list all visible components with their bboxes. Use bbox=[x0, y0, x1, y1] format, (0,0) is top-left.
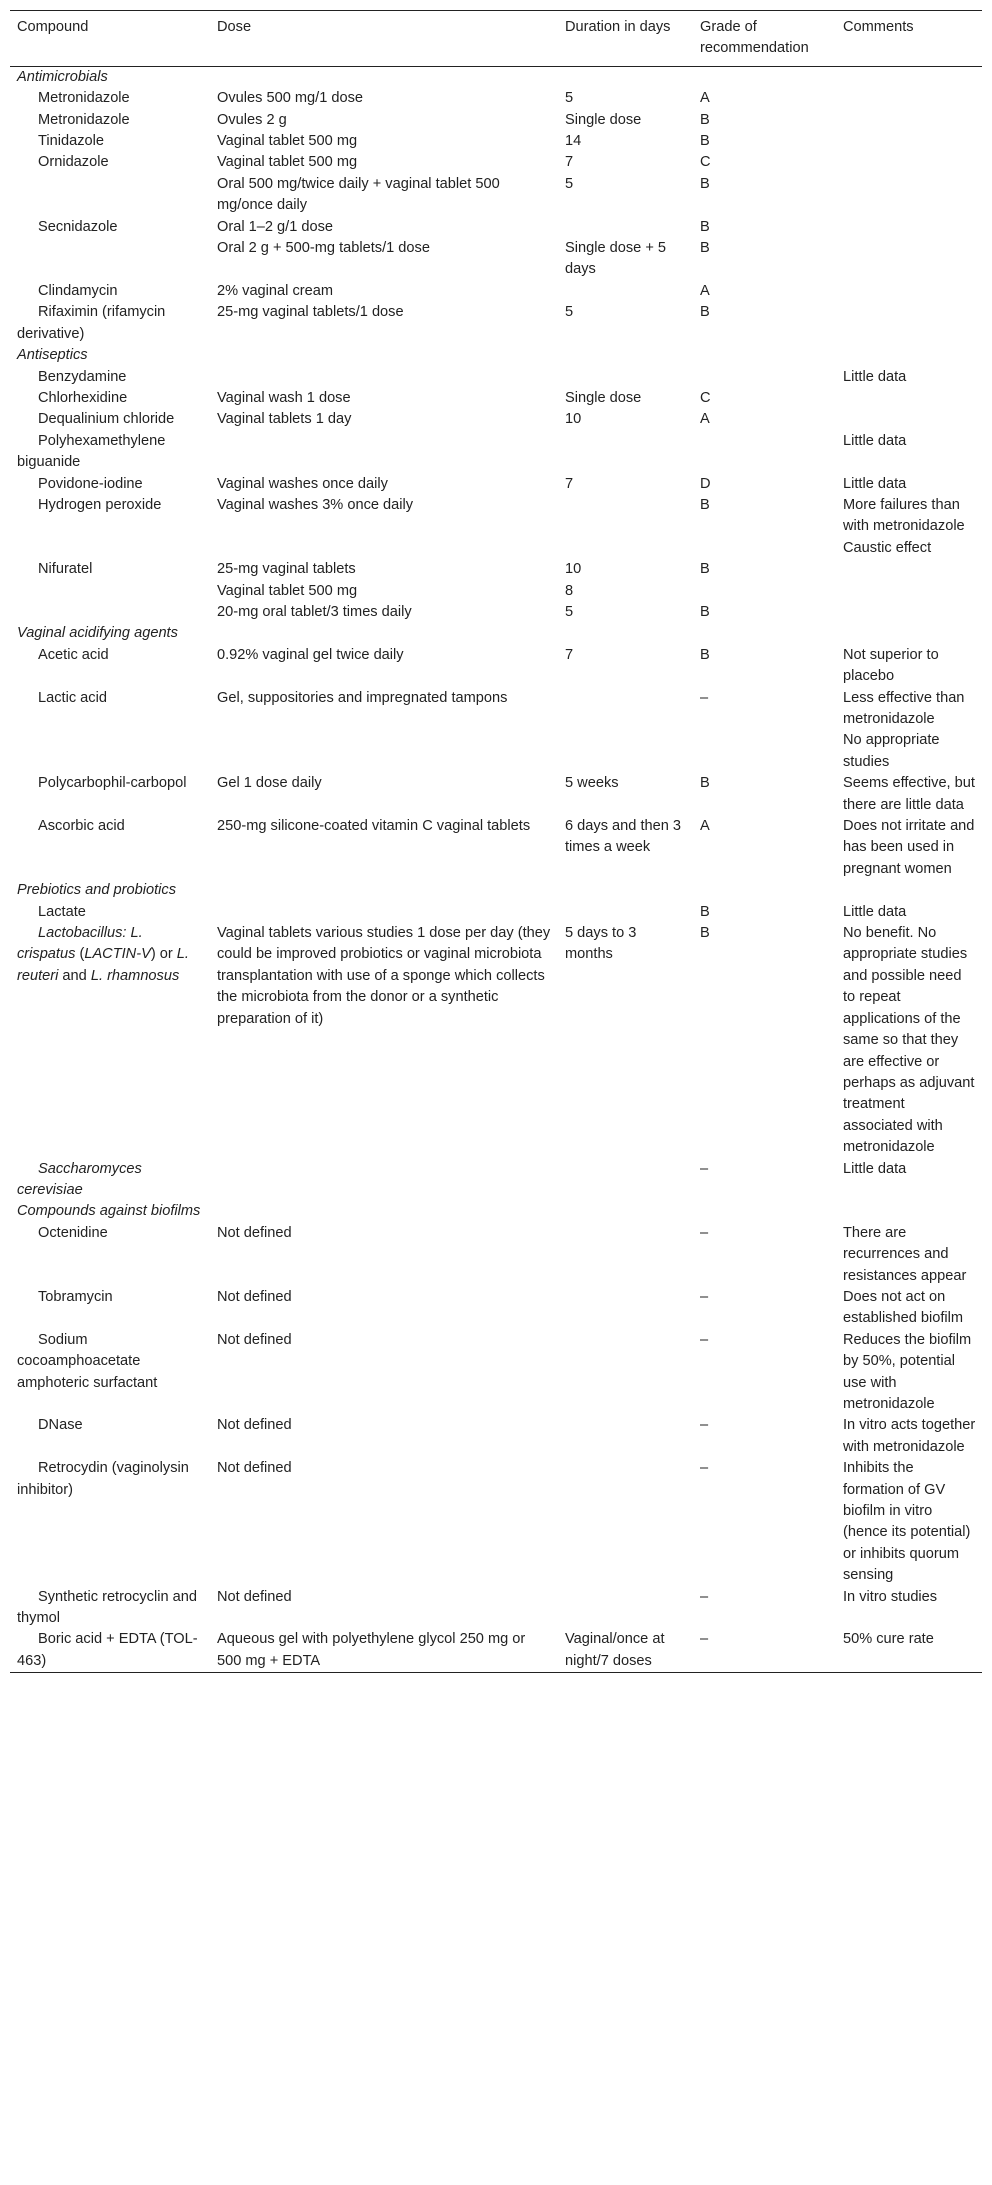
cell-dose: Not defined bbox=[217, 1417, 292, 1434]
compound-text: Boric acid + EDTA (TOL-463) bbox=[17, 1631, 198, 1669]
cell-compound bbox=[10, 538, 210, 559]
header-compound: Compound bbox=[10, 11, 210, 67]
compound-text: Povidone-iodine bbox=[38, 475, 143, 492]
cell-comments: Little data bbox=[843, 432, 907, 449]
cell-duration bbox=[558, 1458, 693, 1586]
section-title: Prebiotics and probiotics bbox=[17, 882, 176, 899]
section-row bbox=[10, 1201, 982, 1222]
cell-grade: B bbox=[700, 240, 710, 257]
cell-duration: 7 bbox=[565, 646, 574, 663]
cell-comments: Seems effective, but there are little data bbox=[843, 775, 975, 813]
cell-duration bbox=[558, 1330, 693, 1416]
cell-comments: Less effective than metronidazole bbox=[843, 689, 965, 727]
cell-compound bbox=[10, 1415, 210, 1458]
cell-duration bbox=[558, 1159, 693, 1202]
cell-dose: Ovules 500 mg/1 dose bbox=[217, 90, 364, 107]
cell-compound bbox=[10, 302, 210, 345]
cell-comments bbox=[836, 131, 982, 152]
cell-compound bbox=[10, 131, 210, 152]
compound-text: Ornidazole bbox=[38, 154, 109, 171]
cell-duration: Single dose bbox=[565, 111, 642, 128]
cell-grade: B bbox=[700, 496, 710, 513]
cell-compound bbox=[10, 281, 210, 302]
cell-dose: Not defined bbox=[217, 1331, 292, 1348]
cell-duration: 10 bbox=[565, 411, 582, 428]
table-row bbox=[10, 431, 982, 474]
cell-grade: B bbox=[700, 603, 710, 620]
table-row bbox=[10, 1458, 982, 1586]
table-row bbox=[10, 88, 982, 109]
cell-dose bbox=[210, 431, 558, 474]
compound-text: Synthetic retrocyclin and thymol bbox=[17, 1588, 197, 1627]
cell-dose: 25-mg vaginal tablets bbox=[217, 561, 356, 578]
table-row bbox=[10, 495, 982, 538]
cell-duration bbox=[558, 730, 693, 773]
table-row bbox=[10, 688, 982, 731]
cell-dose: 25-mg vaginal tablets/1 dose bbox=[217, 304, 404, 321]
cell-compound bbox=[10, 217, 210, 238]
cell-duration: 5 bbox=[565, 175, 574, 192]
cell-compound bbox=[10, 110, 210, 131]
table-row bbox=[10, 1330, 982, 1416]
table-container bbox=[10, 10, 982, 1673]
cell-dose bbox=[210, 902, 558, 923]
cell-grade bbox=[693, 581, 836, 602]
cell-comments bbox=[836, 152, 982, 173]
cell-grade bbox=[693, 431, 836, 474]
compound-text-part: L. reuteri bbox=[17, 946, 189, 984]
cell-duration: 7 bbox=[565, 475, 574, 492]
cell-dose: Vaginal washes 3% once daily bbox=[217, 496, 414, 513]
cell-grade: – bbox=[700, 1160, 709, 1177]
cell-dose: 20-mg oral tablet/3 times daily bbox=[217, 603, 412, 620]
cell-duration bbox=[558, 902, 693, 923]
cell-grade: C bbox=[700, 389, 711, 406]
cell-compound bbox=[10, 559, 210, 580]
table-row bbox=[10, 110, 982, 131]
cell-compound bbox=[10, 474, 210, 495]
cell-grade bbox=[693, 730, 836, 773]
header-comments: Comments bbox=[836, 11, 982, 67]
cell-compound bbox=[10, 1223, 210, 1287]
cell-duration: Single dose + 5 days bbox=[565, 240, 667, 278]
cell-duration bbox=[558, 1587, 693, 1630]
cell-compound bbox=[10, 1159, 210, 1202]
compound-text: Metronidazole bbox=[38, 90, 130, 107]
cell-compound bbox=[10, 816, 210, 880]
compound-text: Rifaximin (rifamycin derivative) bbox=[17, 304, 166, 342]
cell-compound bbox=[10, 152, 210, 173]
cell-comments bbox=[836, 110, 982, 131]
cell-compound bbox=[10, 1330, 210, 1416]
compound-text: Acetic acid bbox=[38, 646, 109, 663]
cell-compound bbox=[10, 388, 210, 409]
compound-text: Hydrogen peroxide bbox=[38, 496, 162, 513]
table-row bbox=[10, 538, 982, 559]
cell-dose: Oral 2 g + 500-mg tablets/1 dose bbox=[217, 240, 430, 257]
section-title: Compounds against biofilms bbox=[17, 1203, 201, 1220]
cell-duration: 6 days and then 3 times a week bbox=[565, 818, 682, 856]
cell-dose bbox=[210, 1159, 558, 1202]
cell-dose: Vaginal tablet 500 mg bbox=[217, 154, 358, 171]
cell-comments bbox=[836, 559, 982, 580]
cell-compound bbox=[10, 902, 210, 923]
cell-dose: Oral 1–2 g/1 dose bbox=[217, 218, 334, 235]
cell-duration bbox=[558, 495, 693, 538]
cell-comments bbox=[836, 238, 982, 281]
cell-compound bbox=[10, 923, 210, 1158]
compound-text: Nifuratel bbox=[38, 561, 93, 578]
compound-text-part: LACTIN-V bbox=[84, 946, 151, 963]
cell-grade: B bbox=[700, 218, 710, 235]
cell-compound bbox=[10, 773, 210, 816]
cell-comments: No benefit. No appropriate studies and possible need to repeat applications of the same so that they are effective or perhaps as adjuvant treatment associated with metronidazole bbox=[843, 925, 975, 1156]
compound-text: Octenidine bbox=[38, 1224, 108, 1241]
cell-duration: 5 days to 3 months bbox=[565, 925, 637, 963]
section-row bbox=[10, 623, 982, 644]
cell-grade: B bbox=[700, 561, 710, 578]
table-header bbox=[10, 11, 982, 67]
cell-dose: Vaginal tablet 500 mg bbox=[217, 582, 358, 599]
cell-duration: 7 bbox=[565, 154, 574, 171]
cell-grade: – bbox=[693, 1629, 836, 1672]
table-row bbox=[10, 131, 982, 152]
compound-text: Chlorhexidine bbox=[38, 389, 128, 406]
table-row bbox=[10, 217, 982, 238]
cell-grade: B bbox=[700, 775, 710, 792]
cell-dose: 0.92% vaginal gel twice daily bbox=[217, 646, 404, 663]
compound-text: Polyhexamethylene biguanide bbox=[17, 432, 166, 471]
cell-duration bbox=[558, 538, 693, 559]
compound-text: Tinidazole bbox=[38, 133, 104, 150]
cell-compound bbox=[10, 602, 210, 623]
cell-duration: Vaginal/once at night/7 doses bbox=[558, 1629, 693, 1672]
cell-duration bbox=[558, 281, 693, 302]
table-row bbox=[10, 902, 982, 923]
table-row bbox=[10, 730, 982, 773]
compound-text: Secnidazole bbox=[38, 218, 118, 235]
table-row bbox=[10, 602, 982, 623]
cell-dose: Vaginal tablets 1 day bbox=[217, 411, 352, 428]
table-row bbox=[10, 409, 982, 430]
cell-grade: – bbox=[700, 1288, 709, 1305]
compound-text: Saccharomyces cerevisiae bbox=[17, 1160, 142, 1198]
compound-text-part: Lactobacillus: L. crispatus bbox=[17, 925, 143, 963]
cell-grade: A bbox=[700, 411, 710, 428]
table-row bbox=[10, 1415, 982, 1458]
header-grade: Grade of recommendation bbox=[693, 11, 836, 67]
cell-dose: Vaginal wash 1 dose bbox=[217, 389, 351, 406]
cell-grade: – bbox=[700, 1417, 709, 1434]
cell-grade: A bbox=[700, 282, 710, 299]
cell-duration: 10 bbox=[565, 561, 582, 578]
cell-compound bbox=[10, 1587, 210, 1630]
section-row bbox=[10, 880, 982, 901]
cell-duration bbox=[558, 688, 693, 731]
cell-grade: B bbox=[700, 925, 710, 942]
table-row bbox=[10, 388, 982, 409]
cell-compound bbox=[10, 581, 210, 602]
cell-grade: D bbox=[700, 475, 711, 492]
cell-dose: Not defined bbox=[217, 1288, 292, 1305]
cell-comments: Does not act on established biofilm bbox=[843, 1288, 964, 1327]
table-row bbox=[10, 1629, 982, 1672]
compound-text: Dequalinium chloride bbox=[38, 411, 175, 428]
cell-grade: B bbox=[700, 133, 710, 150]
table-row bbox=[10, 1587, 982, 1630]
table-row bbox=[10, 302, 982, 345]
cell-grade: A bbox=[700, 90, 710, 107]
table-row bbox=[10, 281, 982, 302]
cell-dose: Oral 500 mg/twice daily + vaginal tablet 500 mg/once daily bbox=[217, 175, 500, 214]
compound-text-part: and bbox=[58, 967, 91, 984]
cell-dose: Not defined bbox=[217, 1224, 292, 1241]
compound-text: Benzydamine bbox=[38, 368, 127, 385]
cell-duration: 5 bbox=[565, 304, 574, 321]
cell-duration bbox=[558, 1287, 693, 1330]
treatment-table bbox=[10, 10, 982, 1673]
cell-comments: Little data bbox=[843, 903, 907, 920]
cell-grade: – bbox=[700, 1224, 709, 1241]
cell-comments: Little data bbox=[843, 475, 907, 492]
cell-comments: Not superior to placebo bbox=[843, 646, 939, 685]
cell-dose: Vaginal tablets various studies 1 dose per day (they could be improved probiotics or vaginal microbiota transplantation with use of a sponge which collects the microbiota from the donor or a synthetic preparation of it) bbox=[217, 925, 551, 1027]
compound-text: DNase bbox=[38, 1417, 83, 1434]
cell-comments: There are recurrences and resistances appear bbox=[843, 1224, 967, 1284]
cell-duration: 5 bbox=[565, 90, 574, 107]
section-row bbox=[10, 66, 982, 88]
cell-dose: Gel 1 dose daily bbox=[217, 775, 322, 792]
table-row bbox=[10, 1287, 982, 1330]
compound-text-part: ( bbox=[75, 946, 85, 963]
cell-comments: Little data bbox=[843, 368, 907, 385]
compound-text-part: L. rhamnosus bbox=[90, 967, 180, 984]
cell-compound bbox=[10, 409, 210, 430]
compound-text: Clindamycin bbox=[38, 282, 118, 299]
cell-compound bbox=[10, 238, 210, 281]
cell-comments: More failures than with metronidazole bbox=[843, 496, 965, 535]
cell-grade: B bbox=[700, 304, 710, 321]
cell-dose: Not defined bbox=[217, 1588, 292, 1605]
cell-compound bbox=[10, 88, 210, 109]
cell-duration bbox=[558, 367, 693, 388]
cell-comments bbox=[836, 174, 982, 217]
cell-comments: Little data bbox=[843, 1160, 907, 1177]
cell-duration: 5 bbox=[565, 603, 574, 620]
cell-comments: Inhibits the formation of GV biofilm in vitro (hence its potential) or inhibits quorum sensing bbox=[843, 1460, 971, 1584]
cell-compound bbox=[10, 431, 210, 474]
cell-duration: 5 weeks bbox=[565, 775, 619, 792]
cell-duration: 8 bbox=[565, 582, 574, 599]
compound-text: Polycarbophil-carbopol bbox=[38, 775, 187, 792]
table-row bbox=[10, 1159, 982, 1202]
cell-comments: In vitro studies bbox=[843, 1588, 938, 1605]
section-title: Antimicrobials bbox=[17, 68, 108, 85]
cell-dose: Gel, suppositories and impregnated tampons bbox=[217, 689, 508, 706]
cell-grade: C bbox=[700, 154, 711, 171]
cell-duration bbox=[558, 1415, 693, 1458]
cell-dose: Aqueous gel with polyethylene glycol 250 mg or 500 mg + EDTA bbox=[210, 1629, 558, 1672]
cell-dose: Not defined bbox=[217, 1460, 292, 1477]
cell-dose bbox=[210, 538, 558, 559]
compound-text-part: ) or bbox=[150, 946, 177, 963]
cell-dose: 250-mg silicone-coated vitamin C vaginal tablets bbox=[217, 818, 531, 835]
cell-dose: Vaginal tablet 500 mg bbox=[217, 133, 358, 150]
cell-comments bbox=[836, 281, 982, 302]
compound-text: Ascorbic acid bbox=[38, 818, 125, 835]
cell-grade: – bbox=[700, 1331, 709, 1348]
cell-grade bbox=[693, 538, 836, 559]
table-row bbox=[10, 559, 982, 580]
cell-comments: In vitro acts together with metronidazole bbox=[843, 1417, 976, 1455]
cell-comments: 50% cure rate bbox=[836, 1629, 982, 1672]
table-row bbox=[10, 1223, 982, 1287]
cell-grade bbox=[693, 367, 836, 388]
cell-dose: 2% vaginal cream bbox=[217, 282, 333, 299]
compound-text: Lactic acid bbox=[38, 689, 107, 706]
cell-dose: Vaginal washes once daily bbox=[217, 475, 388, 492]
compound-text: Tobramycin bbox=[38, 1288, 113, 1305]
cell-dose bbox=[210, 730, 558, 773]
table-row bbox=[10, 773, 982, 816]
cell-comments bbox=[836, 581, 982, 602]
section-row bbox=[10, 345, 982, 366]
cell-comments: Does not irritate and has been used in pregnant women bbox=[843, 818, 975, 877]
cell-comments bbox=[836, 302, 982, 345]
compound-text: Sodium cocoamphoacetate amphoteric surfactant bbox=[17, 1331, 158, 1391]
cell-grade: – bbox=[700, 689, 709, 706]
cell-grade: B bbox=[700, 646, 710, 663]
table-row bbox=[10, 367, 982, 388]
cell-compound bbox=[10, 1458, 210, 1586]
cell-compound bbox=[10, 1629, 210, 1672]
compound-text: Lactate bbox=[38, 903, 86, 920]
table-row bbox=[10, 923, 982, 1158]
cell-grade: B bbox=[700, 111, 710, 128]
cell-comments: Caustic effect bbox=[843, 539, 932, 556]
table-row bbox=[10, 645, 982, 688]
table-row bbox=[10, 474, 982, 495]
table-row bbox=[10, 581, 982, 602]
cell-comments: No appropriate studies bbox=[843, 732, 940, 770]
cell-comments bbox=[836, 88, 982, 109]
cell-duration bbox=[558, 431, 693, 474]
cell-comments bbox=[836, 388, 982, 409]
table-row bbox=[10, 174, 982, 217]
cell-compound bbox=[10, 495, 210, 538]
cell-dose bbox=[210, 367, 558, 388]
cell-duration bbox=[558, 1223, 693, 1287]
table-row bbox=[10, 238, 982, 281]
cell-duration: 14 bbox=[565, 133, 582, 150]
table-row bbox=[10, 816, 982, 880]
cell-grade: A bbox=[700, 818, 710, 835]
cell-compound bbox=[10, 174, 210, 217]
compound-text: Retrocydin (vaginolysin inhibitor) bbox=[17, 1460, 189, 1498]
cell-compound bbox=[10, 688, 210, 731]
cell-comments bbox=[836, 409, 982, 430]
cell-grade: B bbox=[700, 175, 710, 192]
cell-compound bbox=[10, 367, 210, 388]
header-dose: Dose bbox=[210, 11, 558, 67]
cell-duration bbox=[558, 217, 693, 238]
cell-comments bbox=[836, 217, 982, 238]
cell-dose: Ovules 2 g bbox=[217, 111, 287, 128]
table-row bbox=[10, 152, 982, 173]
cell-compound bbox=[10, 730, 210, 773]
cell-duration: Single dose bbox=[565, 389, 642, 406]
table-body bbox=[10, 66, 982, 1672]
cell-comments: Reduces the biofilm by 50%, potential use with metronidazole bbox=[843, 1331, 972, 1412]
cell-compound bbox=[10, 1287, 210, 1330]
cell-compound bbox=[10, 645, 210, 688]
cell-grade: B bbox=[700, 903, 710, 920]
cell-grade: – bbox=[700, 1588, 709, 1605]
cell-comments bbox=[836, 602, 982, 623]
section-title: Antiseptics bbox=[17, 347, 88, 364]
section-title: Vaginal acidifying agents bbox=[17, 625, 178, 642]
header-duration: Duration in days bbox=[558, 11, 693, 67]
cell-grade: – bbox=[700, 1460, 709, 1477]
compound-text: Metronidazole bbox=[38, 111, 130, 128]
header-row bbox=[10, 11, 982, 67]
